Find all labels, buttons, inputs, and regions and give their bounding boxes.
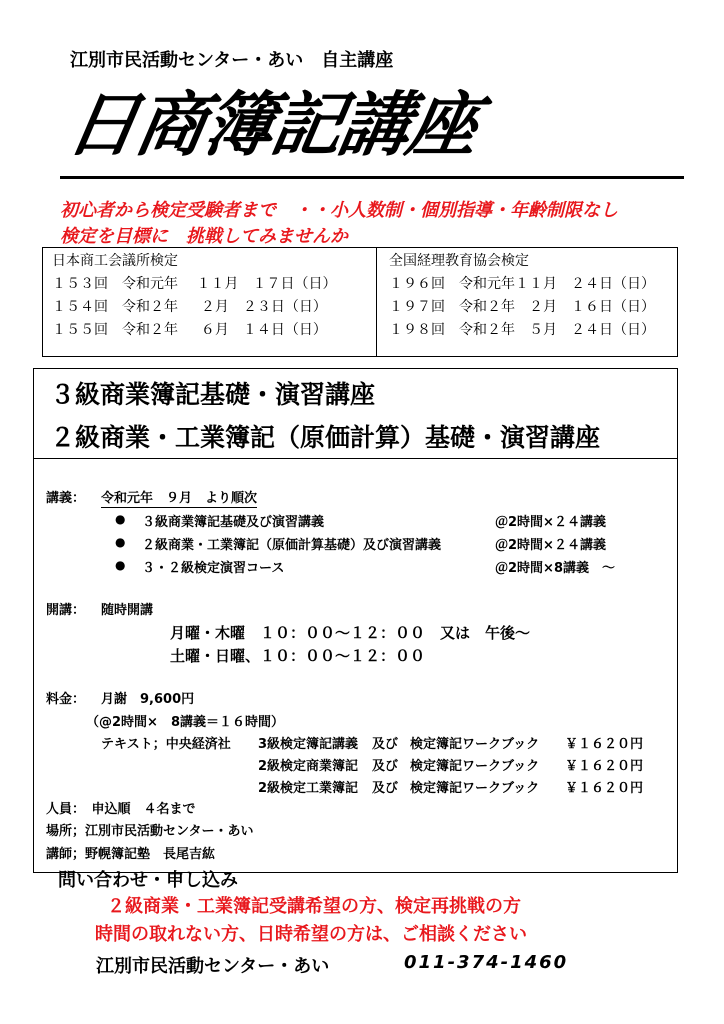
exam-row: １９７回 令和２年 ２月 １６日（日） [389,299,655,315]
bullet-icon: ● [115,512,126,526]
fees-note: （@2時間× 8講義＝１６時間） [86,715,284,730]
lecture-item-name: ２級商業・工業簿記（原価計算基礎）及び演習講義 [142,538,442,553]
bullet-icon: ● [115,558,126,572]
book-name: 3級検定簿記講義 [258,737,359,752]
place: 場所；江別市民活動センター・あい [46,824,254,839]
book-name: 2級検定商業簿記 [258,759,359,774]
exam-row: １５５回 令和２年 ６月 １４日（日） [52,322,327,338]
course-title-grade3: ３級商業簿記基礎・演習講座 [50,380,376,409]
book-workbook: 検定簿記ワークブック [410,759,540,774]
contact-phone: 011-374-1460 [404,952,569,973]
exam-row: １５３回 令和元年 １１月 １７日（日） [52,276,337,292]
schedule-weekend: 土曜・日曜、１０：００～１２：００ [170,647,426,665]
exam-row: １９６回 令和元年１１月 ２４日（日） [389,276,655,292]
book-price: ￥１６２０円 [565,759,644,774]
exam-schedule-zenkei [389,250,655,342]
contact-heading: 問い合わせ・申し込み [58,870,238,891]
book-and: 及び [372,759,399,774]
flyer-subtitle: 江別市民活動センター・あい 自主講座 [70,50,394,71]
exam-row: １５４回 令和２年 ２月 ２３日（日） [52,299,327,315]
book-and: 及び [372,781,399,796]
course-title-grade2: ２級商業・工業簿記（原価計算）基礎・演習講座 [50,423,601,452]
exam-row: １９８回 令和２年 ５月 ２４日（日） [389,322,655,338]
teacher: 講師；野幌簿記塾 長尾吉紘 [46,847,216,862]
schedule-weekday: 月曜・木曜 １０：００～１２：００ 又は 午後～ [170,624,531,642]
lectures-start: 令和元年 ９月 より順次 [101,487,257,508]
lecture-item-name: ３・２級検定演習コース [142,561,285,576]
book-name: 2級検定工業簿記 [258,781,359,796]
textbook-label: テキスト；中央経済社 [101,737,231,752]
exam-schedule-jcci [52,250,336,342]
exam-heading-jcci: 日本商工会議所検定 [52,253,178,269]
tagline-line-1: 初心者から検定受験者まで ・・小人数制・個別指導・年齢制限なし [60,200,618,221]
book-price: ￥１６２０円 [565,737,644,752]
exam-schedule-divider [376,247,377,356]
lecture-item-name: ３級商業簿記基礎及び演習講義 [142,515,325,530]
tagline-line-2: 検定を目標に 挑戦してみませんか [60,226,348,247]
contact-line-2: 時間の取れない方、日時希望の方は、ご相談ください [95,924,527,945]
fees-label: 料金： [46,692,86,707]
book-and: 及び [372,737,399,752]
schedule-label: 開講： [46,603,86,618]
course-header-separator [33,458,677,459]
lectures-label: 講義： [46,491,86,506]
fees-monthly: 月謝 9,600円 [101,692,195,707]
book-workbook: 検定簿記ワークブック [410,737,540,752]
flyer-title: 日商簿記講座 [60,84,484,166]
contact-line-1: ２級商業・工業簿記受講希望の方、検定再挑戦の方 [107,896,521,917]
lecture-item-detail: ＠2時間×２４講義 [495,538,606,553]
title-underline [60,176,684,179]
lecture-item-detail: ＠2時間×8講義 ～ [495,561,615,576]
capacity: 人員： 申込順 ４名まで [46,802,196,817]
schedule-value: 随時開講 [101,603,154,618]
bullet-icon: ● [115,535,126,549]
contact-organization: 江別市民活動センター・あい [96,956,330,977]
book-workbook: 検定簿記ワークブック [410,781,540,796]
lecture-item-detail: ＠2時間×２４講義 [495,515,606,530]
book-price: ￥１６２０円 [565,781,644,796]
exam-heading-zenkei: 全国経理教育協会検定 [389,253,529,269]
